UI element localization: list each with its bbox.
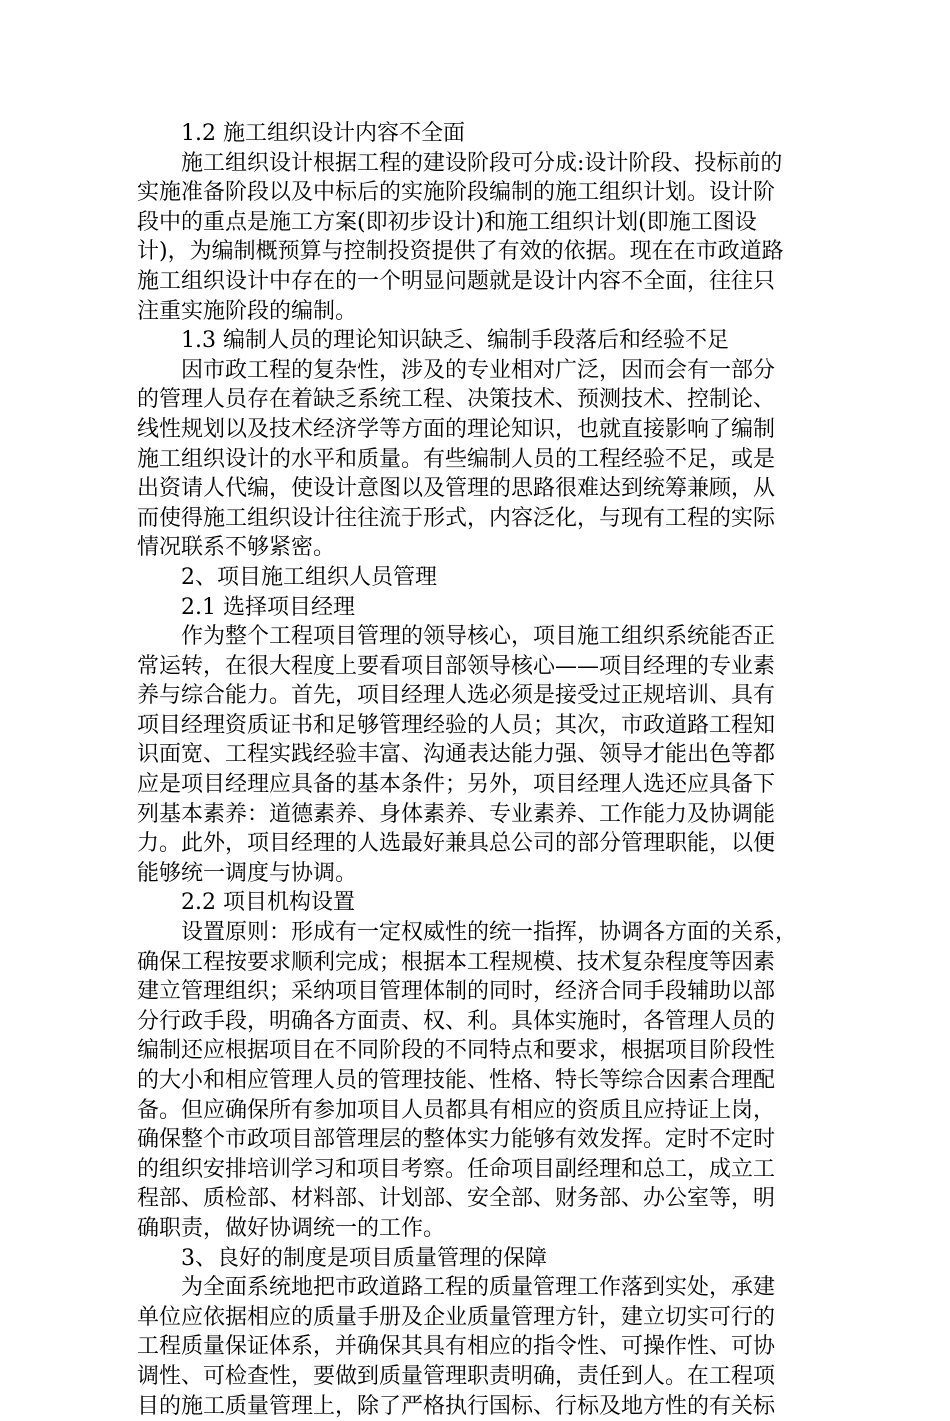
text-line: 的管理人员存在着缺乏系统工程、决策技术、预测技术、控制论、 [137, 387, 776, 413]
text-line: 2.1 选择项目经理 [181, 594, 355, 620]
text-line: 施工组织设计的水平和质量。有些编制人员的工程经验不足，或是 [137, 446, 776, 472]
text-line: 列基本素养：道德素养、身体素养、专业素养、工作能力及协调能 [137, 801, 776, 827]
text-line: 3、良好的制度是项目质量管理的保障 [181, 1245, 547, 1271]
text-line: 设置原则：形成有一定权威性的统一指挥，协调各方面的关系， [181, 920, 798, 946]
text-line: 项目经理资质证书和足够管理经验的人员；其次，市政道路工程知 [137, 712, 776, 738]
text-line: 工程质量保证体系，并确保其具有相应的指令性、可操作性、可协 [137, 1334, 776, 1360]
text-line: 编制还应根据项目在不同阶段的不同特点和要求，根据项目阶段性 [137, 1038, 776, 1064]
document-body [137, 119, 807, 1421]
text-line: 施工组织设计中存在的一个明显问题就是设计内容不全面，往往只 [137, 268, 776, 294]
text-line: 出资请人代编，使设计意图以及管理的思路很难达到统筹兼顾，从 [137, 476, 776, 502]
text-line: 情况联系不够紧密。 [137, 535, 336, 561]
text-line: 备。但应确保所有参加项目人员都具有相应的资质且应持证上岗， [137, 1097, 776, 1123]
text-line: 段中的重点是施工方案(即初步设计)和施工组织计划(即施工图设 [137, 209, 757, 235]
text-line: 确保工程按要求顺利完成；根据本工程规模、技术复杂程度等因素 [137, 949, 776, 975]
text-line: 实施准备阶段以及中标后的实施阶段编制的施工组织计划。设计阶 [137, 180, 776, 206]
text-line: 注重实施阶段的编制。 [137, 298, 358, 324]
text-line: 因市政工程的复杂性，涉及的专业相对广泛，因而会有一部分 [181, 357, 776, 383]
text-line: 常运转，在很大程度上要看项目部领导核心——项目经理的专业素 [137, 653, 776, 679]
text-line: 目的施工质量管理上，除了严格执行国标、行标及地方性的有关标 [137, 1393, 776, 1419]
text-line: 的组织安排培训学习和项目考察。任命项目副经理和总工，成立工 [137, 1156, 776, 1182]
text-line: 确保整个市政项目部管理层的整体实力能够有效发挥。定时不定时 [137, 1127, 776, 1153]
text-line: 调性、可检查性，要做到质量管理职责明确，责任到人。在工程项 [137, 1363, 776, 1389]
text-line: 1.3 编制人员的理论知识缺乏、编制手段落后和经验不足 [181, 328, 729, 354]
text-line: 应是项目经理应具备的基本条件；另外，项目经理人选还应具备下 [137, 772, 776, 798]
text-line: 养与综合能力。首先，项目经理人选必须是接受过正规培训、具有 [137, 683, 776, 709]
text-line: 计)，为编制概预算与控制投资提供了有效的依据。现在在市政道路 [137, 239, 784, 265]
text-line: 线性规划以及技术经济学等方面的理论知识，也就直接影响了编制 [137, 416, 776, 442]
text-line: 识面宽、工程实践经验丰富、沟通表达能力强、领导才能出色等都 [137, 742, 776, 768]
text-line: 的大小和相应管理人员的管理技能、性格、特长等综合因素合理配 [137, 1068, 776, 1093]
text-line: 力。此外，项目经理的人选最好兼具总公司的部分管理职能，以便 [137, 831, 776, 857]
text-line: 单位应依据相应的质量手册及企业质量管理方针，建立切实可行的 [137, 1304, 776, 1330]
text-line: 确职责，做好协调统一的工作。 [137, 1215, 446, 1241]
text-line: 建立管理组织；采纳项目管理体制的同时，经济合同手段辅助以部 [137, 979, 776, 1005]
text-line: 而使得施工组织设计往往流于形式，内容泛化，与现有工程的实际 [137, 505, 776, 531]
text-line: 1.2 施工组织设计内容不全面 [181, 121, 465, 146]
text-line: 施工组织设计根据工程的建设阶段可分成:设计阶段、投标前的 [181, 150, 783, 176]
text-line: 分行政手段，明确各方面责、权、利。具体实施时，各管理人员的 [137, 1008, 776, 1034]
text-line: 能够统一调度与协调。 [137, 860, 358, 886]
text-line: 作为整个工程项目管理的领导核心，项目施工组织系统能否正 [181, 624, 776, 650]
text-line: 2、项目施工组织人员管理 [181, 564, 437, 590]
text-line: 为全面系统地把市政道路工程的质量管理工作落到实处，承建 [181, 1275, 776, 1301]
text-line: 2.2 项目机构设置 [181, 890, 355, 916]
text-line: 程部、质检部、材料部、计划部、安全部、财务部、办公室等，明 [137, 1186, 776, 1212]
